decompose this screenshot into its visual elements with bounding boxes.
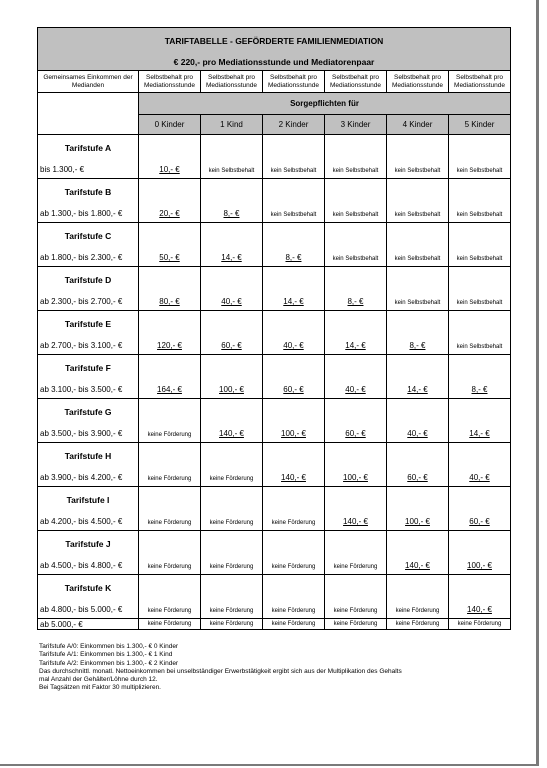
tarif-value: 140,- € xyxy=(263,465,325,487)
tarif-value: 10,- € xyxy=(139,157,201,179)
blank-cell xyxy=(263,399,325,421)
kinder-header: 4 Kinder xyxy=(387,115,449,135)
tarif-value: keine Förderung xyxy=(201,553,263,575)
blank-cell xyxy=(263,311,325,333)
tarif-value: 60,- € xyxy=(387,465,449,487)
tarif-value: kein Selbstbehalt xyxy=(449,245,511,267)
table-row xyxy=(38,443,511,465)
blank-cell xyxy=(139,179,201,201)
blank-cell xyxy=(449,399,511,421)
tarif-value: keine Förderung xyxy=(139,597,201,619)
kinder-header: 2 Kinder xyxy=(263,115,325,135)
sorgepflichten-header: Sorgepflichten für xyxy=(139,93,511,115)
blank-cell xyxy=(325,179,387,201)
tarif-value: 40,- € xyxy=(201,289,263,311)
table-row xyxy=(38,421,511,443)
tarif-value: 60,- € xyxy=(325,421,387,443)
blank-cell xyxy=(139,267,201,289)
tarif-value: keine Förderung xyxy=(449,619,511,630)
blank-cell xyxy=(325,355,387,377)
table-row xyxy=(38,245,511,267)
tarifstufe-name: Tarifstufe A xyxy=(38,135,139,157)
tarif-value: keine Förderung xyxy=(139,553,201,575)
tarif-value: kein Selbstbehalt xyxy=(449,201,511,223)
footnote-line: Tarifstufe A/0: Einkommen bis 1.300,- € 0 Kinder xyxy=(39,643,179,650)
footnote-line: Bei Tagsätzen mit Faktor 30 multiplizieren. xyxy=(39,684,161,692)
blank-cell xyxy=(139,311,201,333)
tarifstufe-name: Tarifstufe B xyxy=(38,179,139,201)
tarifstufe-name: Tarifstufe E xyxy=(38,311,139,333)
blank-cell xyxy=(387,355,449,377)
blank-cell xyxy=(263,443,325,465)
blank-cell xyxy=(139,531,201,553)
blank-cell xyxy=(263,267,325,289)
kinder-header: 5 Kinder xyxy=(449,115,511,135)
tarif-value: 14,- € xyxy=(449,421,511,443)
income-range: ab 2.300,- bis 2.700,- € xyxy=(38,289,139,311)
tarif-value: 140,- € xyxy=(325,509,387,531)
table-row xyxy=(38,267,511,289)
table-row xyxy=(38,531,511,553)
blank-header-cell xyxy=(38,93,139,135)
blank-cell xyxy=(263,223,325,245)
tarif-value: keine Förderung xyxy=(325,619,387,630)
blank-cell xyxy=(263,179,325,201)
blank-cell xyxy=(449,443,511,465)
tarif-value: 8,- € xyxy=(263,245,325,267)
tarif-value: 100,- € xyxy=(387,509,449,531)
blank-cell xyxy=(201,267,263,289)
blank-cell xyxy=(139,399,201,421)
selbstbehalt-header: Selbstbehalt pro Mediationsstunde xyxy=(387,71,449,93)
tarif-value: kein Selbstbehalt xyxy=(263,201,325,223)
tarif-value: 14,- € xyxy=(201,245,263,267)
blank-cell xyxy=(325,311,387,333)
tarif-value: 50,- € xyxy=(139,245,201,267)
tarif-value: 60,- € xyxy=(263,377,325,399)
blank-cell xyxy=(449,223,511,245)
blank-cell xyxy=(387,443,449,465)
tarif-value: 60,- € xyxy=(201,333,263,355)
blank-cell xyxy=(201,311,263,333)
blank-cell xyxy=(139,223,201,245)
table-row xyxy=(38,619,511,630)
tarif-value: 100,- € xyxy=(449,553,511,575)
blank-cell xyxy=(387,399,449,421)
tarif-value: 14,- € xyxy=(387,377,449,399)
blank-cell xyxy=(387,575,449,597)
table-title: TARIFTABELLE - GEFÖRDERTE FAMILIENMEDIATION xyxy=(38,28,511,55)
blank-cell xyxy=(201,487,263,509)
footnote-line: Tarifstufe A/2: Einkommen bis 1.300,- € 2 Kinder xyxy=(39,659,179,667)
tarif-value: 120,- € xyxy=(139,333,201,355)
blank-cell xyxy=(325,487,387,509)
tarif-value: keine Förderung xyxy=(263,597,325,619)
selbstbehalt-header: Selbstbehalt pro Mediationsstunde xyxy=(139,71,201,93)
tarifstufe-name: Tarifstufe F xyxy=(38,355,139,377)
tarifstufe-name: Tarifstufe C xyxy=(38,223,139,245)
selbstbehalt-header: Selbstbehalt pro Mediationsstunde xyxy=(263,71,325,93)
tarif-value: kein Selbstbehalt xyxy=(325,201,387,223)
tarif-value: kein Selbstbehalt xyxy=(387,201,449,223)
selbstbehalt-header: Selbstbehalt pro Mediationsstunde xyxy=(449,71,511,93)
tarif-value: kein Selbstbehalt xyxy=(449,157,511,179)
tarif-value: 40,- € xyxy=(263,333,325,355)
table-row xyxy=(38,377,511,399)
footnote-line: Tarifstufe A/1: Einkommen bis 1.300,- € 1 Kind xyxy=(39,651,173,659)
tarif-value: keine Förderung xyxy=(201,509,263,531)
tarif-value: 100,- € xyxy=(201,377,263,399)
table-row xyxy=(38,311,511,333)
tarif-value: 8,- € xyxy=(449,377,511,399)
tarif-value: kein Selbstbehalt xyxy=(387,289,449,311)
blank-cell xyxy=(449,311,511,333)
income-range: ab 3.900,- bis 4.200,- € xyxy=(38,465,139,487)
blank-cell xyxy=(201,355,263,377)
blank-cell xyxy=(201,399,263,421)
tarif-value: keine Förderung xyxy=(263,509,325,531)
income-range: ab 3.100,- bis 3.500,- € xyxy=(38,377,139,399)
tariff-table xyxy=(37,27,511,630)
tarif-value: kein Selbstbehalt xyxy=(449,333,511,355)
tarif-value: 40,- € xyxy=(387,421,449,443)
tarif-value: keine Förderung xyxy=(139,421,201,443)
kinder-header: 0 Kinder xyxy=(139,115,201,135)
table-row xyxy=(38,289,511,311)
table-row xyxy=(38,201,511,223)
selbstbehalt-header: Selbstbehalt pro Mediationsstunde xyxy=(201,71,263,93)
tarif-value: keine Förderung xyxy=(201,597,263,619)
table-row xyxy=(38,223,511,245)
blank-cell xyxy=(201,443,263,465)
blank-cell xyxy=(263,531,325,553)
tarif-value: 140,- € xyxy=(449,597,511,619)
tarif-value: keine Förderung xyxy=(201,619,263,630)
tarif-value: 14,- € xyxy=(263,289,325,311)
table-row xyxy=(38,509,511,531)
tarif-value: kein Selbstbehalt xyxy=(449,289,511,311)
tarif-value: keine Förderung xyxy=(139,509,201,531)
blank-cell xyxy=(387,267,449,289)
table-row xyxy=(38,399,511,421)
income-header: Gemeinsames Einkommen der Medianden xyxy=(38,71,139,93)
blank-cell xyxy=(387,531,449,553)
tarif-value: keine Förderung xyxy=(201,465,263,487)
tarif-value: 8,- € xyxy=(325,289,387,311)
blank-cell xyxy=(325,399,387,421)
blank-cell xyxy=(387,311,449,333)
blank-cell xyxy=(263,487,325,509)
blank-cell xyxy=(325,443,387,465)
footnotes xyxy=(39,643,509,693)
blank-cell xyxy=(263,135,325,157)
table-row xyxy=(38,179,511,201)
selbstbehalt-header: Selbstbehalt pro Mediationsstunde xyxy=(325,71,387,93)
blank-cell xyxy=(139,443,201,465)
tarif-value: keine Förderung xyxy=(139,465,201,487)
blank-cell xyxy=(449,487,511,509)
blank-cell xyxy=(325,575,387,597)
table-row xyxy=(38,597,511,619)
blank-cell xyxy=(325,223,387,245)
tarif-value: kein Selbstbehalt xyxy=(325,157,387,179)
blank-cell xyxy=(263,355,325,377)
tarif-value: keine Förderung xyxy=(325,597,387,619)
table-row xyxy=(38,465,511,487)
tarif-value: 140,- € xyxy=(387,553,449,575)
blank-cell xyxy=(139,487,201,509)
blank-cell xyxy=(139,575,201,597)
income-range: ab 1.300,- bis 1.800,- € xyxy=(38,201,139,223)
income-range: ab 4.800,- bis 5.000,- € xyxy=(38,597,139,619)
blank-cell xyxy=(201,531,263,553)
tarifstufe-name: Tarifstufe H xyxy=(38,443,139,465)
tarif-value: keine Förderung xyxy=(139,619,201,630)
tarif-value: keine Förderung xyxy=(263,619,325,630)
tarif-value: 40,- € xyxy=(325,377,387,399)
blank-cell xyxy=(449,575,511,597)
tarif-value: 100,- € xyxy=(263,421,325,443)
tarif-value: 8,- € xyxy=(387,333,449,355)
tarifstufe-name: Tarifstufe I xyxy=(38,487,139,509)
income-range: ab 4.500,- bis 4.800,- € xyxy=(38,553,139,575)
tarif-value: 40,- € xyxy=(449,465,511,487)
table-row xyxy=(38,355,511,377)
table-row xyxy=(38,575,511,597)
table-row xyxy=(38,553,511,575)
tarif-value: 8,- € xyxy=(201,201,263,223)
blank-cell xyxy=(201,575,263,597)
tarifstufe-name: Tarifstufe G xyxy=(38,399,139,421)
income-range: ab 2.700,- bis 3.100,- € xyxy=(38,333,139,355)
income-range: ab 4.200,- bis 4.500,- € xyxy=(38,509,139,531)
blank-cell xyxy=(387,223,449,245)
tarifstufe-name: Tarifstufe K xyxy=(38,575,139,597)
tarif-value: 164,- € xyxy=(139,377,201,399)
tarif-value: keine Förderung xyxy=(263,553,325,575)
tarif-value: kein Selbstbehalt xyxy=(387,245,449,267)
tarif-value: kein Selbstbehalt xyxy=(325,245,387,267)
blank-cell xyxy=(201,179,263,201)
income-range: ab 1.800,- bis 2.300,- € xyxy=(38,245,139,267)
tarif-value: 100,- € xyxy=(325,465,387,487)
tarif-value: 140,- € xyxy=(201,421,263,443)
tarif-value: 80,- € xyxy=(139,289,201,311)
table-row xyxy=(38,157,511,179)
blank-cell xyxy=(201,135,263,157)
tarif-value: 14,- € xyxy=(325,333,387,355)
tarif-value: kein Selbstbehalt xyxy=(387,157,449,179)
tarif-value: kein Selbstbehalt xyxy=(201,157,263,179)
kinder-header: 1 Kind xyxy=(201,115,263,135)
kinder-header: 3 Kinder xyxy=(325,115,387,135)
blank-cell xyxy=(325,135,387,157)
tarifstufe-name: Tarifstufe J xyxy=(38,531,139,553)
blank-cell xyxy=(449,135,511,157)
blank-cell xyxy=(449,267,511,289)
footnote-line: Das durchschnittl. monatl. Nettoeinkommen bei unselbständiger Erwerbstätigkeit ergibt sich aus der Multiplikation des Gehalts xyxy=(39,667,402,675)
tariff-sheet xyxy=(37,27,510,630)
blank-cell xyxy=(449,355,511,377)
table-subtitle: € 220,- pro Mediationsstunde und Mediatorenpaar xyxy=(38,55,511,71)
blank-cell xyxy=(449,179,511,201)
income-range: bis 1.300,- € xyxy=(38,157,139,179)
blank-cell xyxy=(387,487,449,509)
blank-cell xyxy=(325,531,387,553)
blank-cell xyxy=(201,223,263,245)
tarifstufe-name: Tarifstufe D xyxy=(38,267,139,289)
blank-cell xyxy=(139,135,201,157)
income-range: ab 5.000,- € xyxy=(38,619,139,630)
tarif-value: keine Förderung xyxy=(325,553,387,575)
footnote-line: mal Anzahl der Gehälter/Löhne durch 12. xyxy=(39,676,158,684)
tarif-value: 20,- € xyxy=(139,201,201,223)
blank-cell xyxy=(449,531,511,553)
tarif-value: 60,- € xyxy=(449,509,511,531)
blank-cell xyxy=(263,575,325,597)
table-row xyxy=(38,135,511,157)
blank-cell xyxy=(325,267,387,289)
income-range: ab 3.500,- bis 3.900,- € xyxy=(38,421,139,443)
table-row xyxy=(38,487,511,509)
blank-cell xyxy=(387,135,449,157)
blank-cell xyxy=(387,179,449,201)
table-row xyxy=(38,333,511,355)
tarif-value: kein Selbstbehalt xyxy=(263,157,325,179)
tarif-value: keine Förderung xyxy=(387,597,449,619)
blank-cell xyxy=(139,355,201,377)
tarif-value: keine Förderung xyxy=(387,619,449,630)
